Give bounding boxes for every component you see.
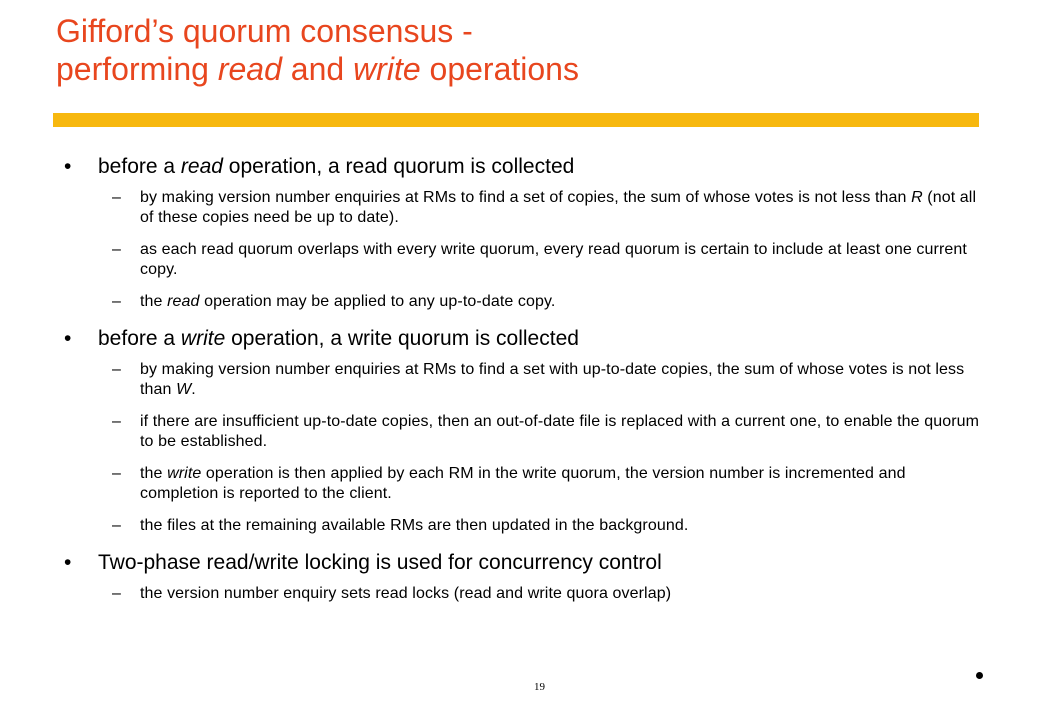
- title-line-2: [56, 50, 956, 88]
- sub-item: [64, 240, 984, 280]
- page-number: 19: [534, 681, 545, 693]
- sub-text: if there are insufficient up-to-date copies, then an out-of-date file is replaced with a current one, to enable the quorum to be established.: [140, 413, 980, 450]
- bullet-item: [64, 548, 984, 578]
- slide-title: [56, 12, 956, 88]
- bullet-italic: write: [180, 327, 226, 350]
- bullet-text: operation, a write quorum is collected: [225, 327, 579, 350]
- sub-item: [64, 584, 984, 604]
- sub-text: (not all of these copies need be up to date).: [140, 189, 977, 226]
- sub-text: as each read quorum overlaps with every write quorum, every read quorum is certain to include at least one current copy.: [140, 241, 967, 278]
- title-italic-read: read: [217, 51, 282, 87]
- bullet-dot-icon: •: [64, 327, 72, 350]
- title-line-1: Gifford’s quorum consensus -: [56, 13, 473, 49]
- sub-text: .: [191, 381, 196, 398]
- bullet-dot-icon: •: [64, 155, 72, 178]
- sub-text: the files at the remaining available RMs are then updated in the background.: [140, 517, 689, 534]
- dash-icon: –: [112, 189, 121, 206]
- bullet-dot-icon: •: [64, 551, 72, 574]
- dash-icon: –: [112, 361, 121, 378]
- sub-text: by making version number enquiries at RMs to find a set of copies, the sum of whose votes is not less than: [140, 189, 912, 206]
- bullet-group-2: [64, 324, 984, 536]
- sub-item: [64, 188, 984, 228]
- sub-italic: W: [176, 381, 192, 398]
- dash-icon: –: [112, 413, 121, 430]
- sub-item: [64, 292, 984, 312]
- bullet-item: [64, 152, 984, 182]
- title-text: operations: [420, 51, 579, 87]
- sub-item: [64, 360, 984, 400]
- dash-icon: –: [112, 293, 121, 310]
- bullet-text: before a: [98, 327, 181, 350]
- sub-item: [64, 516, 984, 536]
- bullet-text: operation, a read quorum is collected: [222, 155, 575, 178]
- sub-italic: R: [911, 189, 923, 206]
- sub-text: operation may be applied to any up-to-date copy.: [199, 293, 556, 310]
- title-italic-write: write: [353, 51, 421, 87]
- title-divider: [53, 113, 979, 127]
- bullet-text: Two-phase read/write locking is used for concurrency control: [98, 551, 662, 574]
- bullet-italic: read: [180, 155, 223, 178]
- title-text: and: [281, 51, 354, 87]
- bullet-group-1: [64, 152, 984, 312]
- sub-text: the: [140, 465, 168, 482]
- sub-text: operation is then applied by each RM in the write quorum, the version number is incremented and completion is reported to the client.: [140, 465, 906, 502]
- slide-content: [64, 152, 984, 616]
- dash-icon: –: [112, 241, 121, 258]
- sub-text: the: [140, 293, 168, 310]
- title-text: performing: [56, 51, 218, 87]
- sub-text: the version number enquiry sets read locks (read and write quora overlap): [140, 585, 672, 602]
- bullet-item: [64, 324, 984, 354]
- sub-italic: write: [167, 465, 202, 482]
- dash-icon: –: [112, 517, 121, 534]
- sub-item: [64, 464, 984, 504]
- bullet-text: before a: [98, 155, 181, 178]
- sub-text: by making version number enquiries at RMs to find a set with up-to-date copies, the sum of whose votes is not less than: [140, 361, 965, 398]
- sub-italic: read: [167, 293, 200, 310]
- dash-icon: –: [112, 465, 121, 482]
- dash-icon: –: [112, 585, 121, 602]
- bullet-group-3: [64, 548, 984, 604]
- sub-item: [64, 412, 984, 452]
- corner-dot-icon: [976, 672, 983, 679]
